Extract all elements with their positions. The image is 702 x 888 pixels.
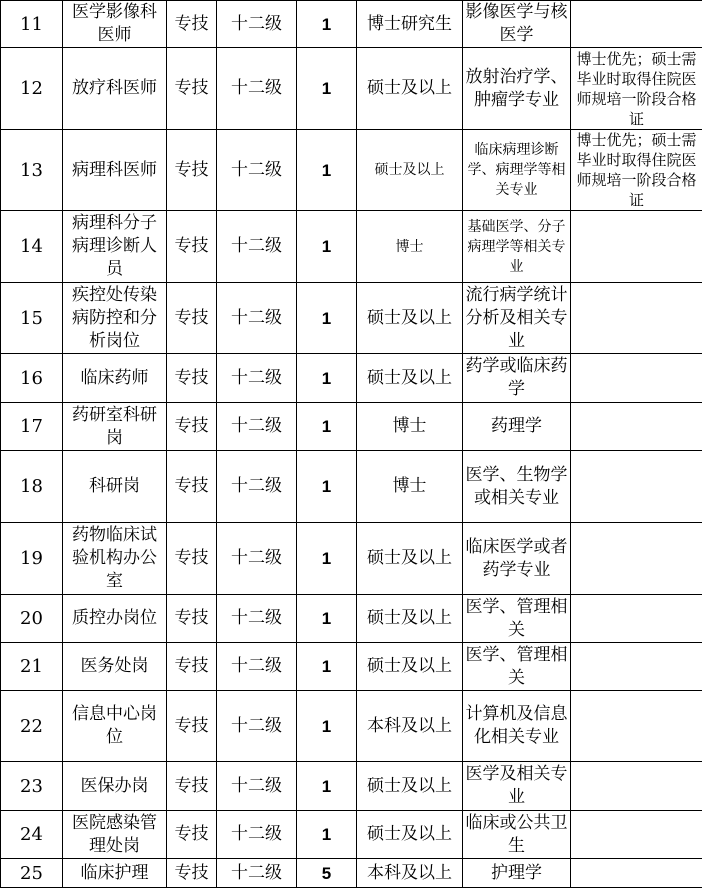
- grade-cell: 十二级: [217, 211, 297, 283]
- row-number-cell: 14: [1, 211, 63, 283]
- major-cell: 临床医学或者药学专业: [463, 523, 571, 595]
- table-row: [1, 1, 702, 48]
- major-cell: 临床病理诊断学、病理学等相关专业: [463, 130, 571, 211]
- note-cell: [571, 859, 702, 888]
- note-cell: 博士优先；硕士需毕业时取得住院医师规培一阶段合格证: [571, 48, 702, 130]
- major-cell: 流行病学统计分析及相关专业: [463, 283, 571, 354]
- note-cell: [571, 354, 702, 403]
- education-cell: 硕士及以上: [357, 811, 463, 859]
- education-cell: 硕士及以上: [357, 523, 463, 595]
- major-cell: 医学、管理相关: [463, 643, 571, 691]
- major-cell: 影像医学与核医学: [463, 1, 571, 48]
- category-cell: 专技: [167, 595, 217, 643]
- table-row: [1, 130, 702, 211]
- note-cell: [571, 451, 702, 523]
- count-cell: 1: [297, 354, 357, 403]
- note-cell: [571, 283, 702, 354]
- count-cell: 1: [297, 691, 357, 762]
- table-row: [1, 283, 702, 354]
- row-number-cell: 18: [1, 451, 63, 523]
- table-row: [1, 403, 702, 451]
- count-cell: 1: [297, 595, 357, 643]
- category-cell: 专技: [167, 451, 217, 523]
- position-cell: 临床药师: [63, 354, 167, 403]
- note-cell: [571, 595, 702, 643]
- position-cell: 医务处岗: [63, 643, 167, 691]
- position-cell: 疾控处传染病防控和分析岗位: [63, 283, 167, 354]
- major-cell: 医学及相关专业: [463, 762, 571, 811]
- grade-cell: 十二级: [217, 811, 297, 859]
- row-number-cell: 24: [1, 811, 63, 859]
- education-cell: 硕士及以上: [357, 354, 463, 403]
- position-cell: 放疗科医师: [63, 48, 167, 130]
- grade-cell: 十二级: [217, 691, 297, 762]
- education-cell: 博士研究生: [357, 1, 463, 48]
- education-cell: 本科及以上: [357, 859, 463, 888]
- row-number-cell: 22: [1, 691, 63, 762]
- category-cell: 专技: [167, 859, 217, 888]
- row-number-cell: 17: [1, 403, 63, 451]
- education-cell: 硕士及以上: [357, 48, 463, 130]
- table-row: [1, 211, 702, 283]
- table-row: [1, 762, 702, 811]
- major-cell: 计算机及信息化相关专业: [463, 691, 571, 762]
- grade-cell: 十二级: [217, 451, 297, 523]
- note-cell: [571, 811, 702, 859]
- major-cell: 临床或公共卫生: [463, 811, 571, 859]
- row-number-cell: 12: [1, 48, 63, 130]
- note-cell: [571, 762, 702, 811]
- row-number-cell: 21: [1, 643, 63, 691]
- grade-cell: 十二级: [217, 130, 297, 211]
- count-cell: 1: [297, 130, 357, 211]
- education-cell: 硕士及以上: [357, 283, 463, 354]
- education-cell: 硕士及以上: [357, 130, 463, 211]
- grade-cell: 十二级: [217, 595, 297, 643]
- note-cell: 博士优先；硕士需毕业时取得住院医师规培一阶段合格证: [571, 130, 702, 211]
- row-number-cell: 15: [1, 283, 63, 354]
- table-row: [1, 595, 702, 643]
- position-cell: 质控办岗位: [63, 595, 167, 643]
- table-row: [1, 811, 702, 859]
- row-number-cell: 16: [1, 354, 63, 403]
- count-cell: 1: [297, 451, 357, 523]
- category-cell: 专技: [167, 403, 217, 451]
- position-cell: 药研室科研岗: [63, 403, 167, 451]
- count-cell: 1: [297, 762, 357, 811]
- row-number-cell: 23: [1, 762, 63, 811]
- category-cell: 专技: [167, 48, 217, 130]
- row-number-cell: 20: [1, 595, 63, 643]
- table-row: [1, 48, 702, 130]
- row-number-cell: 25: [1, 859, 63, 888]
- position-cell: 医院感染管理处岗: [63, 811, 167, 859]
- category-cell: 专技: [167, 811, 217, 859]
- category-cell: 专技: [167, 130, 217, 211]
- education-cell: 博士: [357, 211, 463, 283]
- major-cell: 基础医学、分子病理学等相关专业: [463, 211, 571, 283]
- count-cell: 1: [297, 643, 357, 691]
- note-cell: [571, 523, 702, 595]
- category-cell: 专技: [167, 523, 217, 595]
- major-cell: 放射治疗学、肿瘤学专业: [463, 48, 571, 130]
- category-cell: 专技: [167, 643, 217, 691]
- major-cell: 医学、生物学或相关专业: [463, 451, 571, 523]
- note-cell: [571, 643, 702, 691]
- education-cell: 硕士及以上: [357, 643, 463, 691]
- grade-cell: 十二级: [217, 48, 297, 130]
- major-cell: 药学或临床药学: [463, 354, 571, 403]
- note-cell: [571, 403, 702, 451]
- education-cell: 硕士及以上: [357, 595, 463, 643]
- position-cell: 临床护理: [63, 859, 167, 888]
- position-cell: 病理科分子病理诊断人员: [63, 211, 167, 283]
- table-row: [1, 354, 702, 403]
- row-number-cell: 11: [1, 1, 63, 48]
- position-cell: 医保办岗: [63, 762, 167, 811]
- count-cell: 1: [297, 523, 357, 595]
- note-cell: [571, 211, 702, 283]
- grade-cell: 十二级: [217, 354, 297, 403]
- position-cell: 科研岗: [63, 451, 167, 523]
- education-cell: 本科及以上: [357, 691, 463, 762]
- category-cell: 专技: [167, 691, 217, 762]
- grade-cell: 十二级: [217, 523, 297, 595]
- category-cell: 专技: [167, 1, 217, 48]
- count-cell: 1: [297, 811, 357, 859]
- count-cell: 1: [297, 1, 357, 48]
- count-cell: 1: [297, 211, 357, 283]
- grade-cell: 十二级: [217, 762, 297, 811]
- table-body: [1, 1, 702, 888]
- count-cell: 1: [297, 403, 357, 451]
- category-cell: 专技: [167, 762, 217, 811]
- row-number-cell: 19: [1, 523, 63, 595]
- position-cell: 药物临床试验机构办公室: [63, 523, 167, 595]
- major-cell: 护理学: [463, 859, 571, 888]
- category-cell: 专技: [167, 211, 217, 283]
- major-cell: 药理学: [463, 403, 571, 451]
- category-cell: 专技: [167, 283, 217, 354]
- table-row: [1, 859, 702, 888]
- position-cell: 病理科医师: [63, 130, 167, 211]
- education-cell: 博士: [357, 451, 463, 523]
- note-cell: [571, 691, 702, 762]
- note-cell: [571, 1, 702, 48]
- major-cell: 医学、管理相关: [463, 595, 571, 643]
- count-cell: 5: [297, 859, 357, 888]
- grade-cell: 十二级: [217, 859, 297, 888]
- category-cell: 专技: [167, 354, 217, 403]
- table-row: [1, 523, 702, 595]
- education-cell: 博士: [357, 403, 463, 451]
- grade-cell: 十二级: [217, 1, 297, 48]
- grade-cell: 十二级: [217, 643, 297, 691]
- education-cell: 硕士及以上: [357, 762, 463, 811]
- count-cell: 1: [297, 283, 357, 354]
- row-number-cell: 13: [1, 130, 63, 211]
- count-cell: 1: [297, 48, 357, 130]
- table-row: [1, 643, 702, 691]
- grade-cell: 十二级: [217, 403, 297, 451]
- position-cell: 信息中心岗位: [63, 691, 167, 762]
- position-cell: 医学影像科医师: [63, 1, 167, 48]
- table-row: [1, 451, 702, 523]
- table-row: [1, 691, 702, 762]
- grade-cell: 十二级: [217, 283, 297, 354]
